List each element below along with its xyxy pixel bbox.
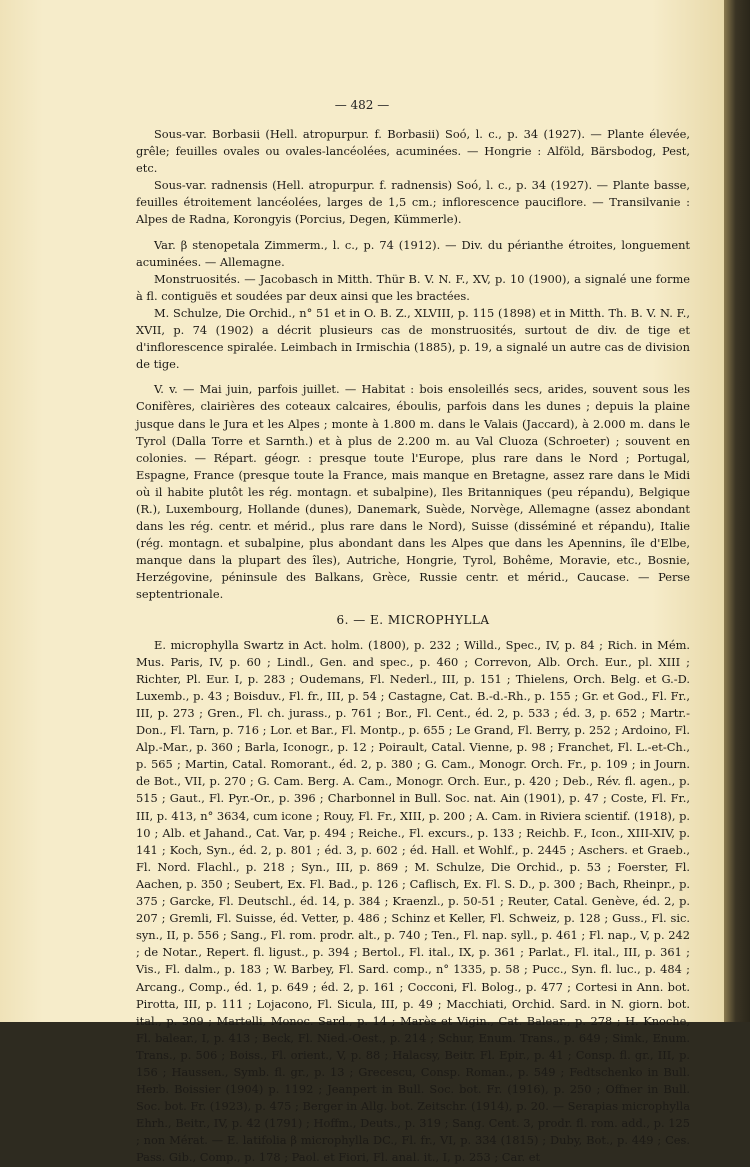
paragraph-gap [136,604,690,612]
text-body [136,126,690,1167]
paragraph: V. v. — Mai juin, parfois juillet. — Habitat : bois ensoleillés secs, arides, souvent sous les Conifères, clairières des coteaux calcaires, éboulis, parfois dans les dunes ; depuis la plaine jusque dans le Jura et les Alpes ; monte à 1.800 m. dans le Valais (Jaccard), à 2.000 m. dans le Tyrol (Dalla Torre et Sarnth.) et à plus de 2.200 m. au Val Cluoza (Schroeter) ; souvent en colonies. — Répart. géogr. : presque toute l'Europe, plus rare dans le Nord ; Portugal, Espagne, France (presque toute la France, mais manque en Bretagne, assez rare dans le Midi où il habite plutôt les rég. montagn. et subalpine), Iles Britanniques (peu répandu), Belgique (R.), Luxembourg, Hollande (dunes), Danemark, Suède, Norvège, Allemagne (assez abondant dans les rég. centr. et mérid., plus rare dans le Nord), Suisse (disséminé et répandu), Italie (rég. montagn. et subalpine, plus abondant dans les Alpes que dans les Apennins, île d'Elbe, manque dans la plupart des îles), Autriche, Hongrie, Tyrol, Bohême, Moravie, etc., Bosnie, Herzégovine, péninsule des Balkans, Grèce, Russie centr. et mérid., Caucase. — Perse septentrionale. [136,382,690,602]
paragraph: Sous-var. Borbasii (Hell. atropurpur. f. Borbasii) Soó, l. c., p. 34 (1927). — Plante élevée, grêle; feuilles ovales ou ovales-lancéolées, acuminées. — Hongrie : Alföld, Bärsbodog, Pest, etc. [136,127,690,176]
paragraph-gap [136,229,690,237]
paragraph: Monstruosités. — Jacobasch in Mitth. Thür B. V. N. F., XV, p. 10 (1900), a signalé une forme à fl. contiguës et soudées par deux ainsi que les bractées. [136,271,690,303]
section-heading: 6. — E. MICROPHYLLA [336,612,490,627]
page-number: — 482 — [334,98,390,112]
paragraph-gap [136,629,690,637]
paragraph: Var. β stenopetala Zimmerm., l. c., p. 74 (1912). — Div. du périanthe étroites, longuement acuminées. — Allemagne. [136,237,690,269]
paragraph: M. Schulze, Die Orchid., n° 51 et in O. B. Z., XLVIII, p. 115 (1898) et in Mitth. Th. B. V. N. F., XVII, p. 74 (1902) a décrit plusieurs cas de monstruosités, surtout de div. de tige et d'inflorescence spiralée. Leimbach in Irmischia (1885), p. 19, a signalé un autre cas de division de tige. [136,305,690,372]
paragraph: E. microphylla Swartz in Act. holm. (1800), p. 232 ; Willd., Spec., IV, p. 84 ; Rich. in Mém. Mus. Paris, IV, p. 60 ; Lindl., Gen. and spec., p. 460 ; Correvon, Alb. Orch. Eur., pl. XIII ; Richter, Pl. Eur. I, p. 283 ; Oudemans, Fl. Nederl., III, p. 151 ; Thielens, Orch. Belg. et G.-D. Luxemb., p. 43 ; Boisduv., Fl. fr., III, p. 54 ; Castagne, Cat. B.-d.-Rh., p. 155 ; Gr. et God., Fl. Fr., III, p. 273 ; Gren., Fl. ch. jurass., p. 761 ; Bor., Fl. Cent., éd. 2, p. 533 ; éd. 3, p. 652 ; Martr.-Don., Fl. Tarn, p. 716 ; Lor. et Bar., Fl. Montp., p. 655 ; Le Grand, Fl. Berry, p. 252 ; Ardoino, Fl. Alp.-Mar., p. 360 ; Barla, Iconogr., p. 12 ; Poirault, Catal. Vienne, p. 98 ; Franchet, Fl. L.-et-Ch., p. 565 ; Martin, Catal. Romorant., éd. 2, p. 380 ; G. Cam., Monogr. Orch. Fr., p. 109 ; in Journ. de Bot., VII, p. 270 ; G. Cam. Berg. A. Cam., Monogr. Orch. Eur., p. 420 ; Deb., Rév. fl. agen., p. 515 ; Gaut., Fl. Pyr.-Or., p. 396 ; Charbonnel in Bull. Soc. nat. Ain (1901), p. 47 ; Coste, Fl. Fr., III, p. 413, n° 3634, cum icone ; Rouy, Fl. Fr., XIII, p. 200 ; A. Cam. in Riviera scientif. (1918), p. 10 ; Alb. et Jahand., Cat. Var, p. 494 ; Reiche., Fl. excurs., p. 133 ; Reichb. F., Icon., XIII-XIV, p. 141 ; Koch, Syn., éd. 2, p. 801 ; éd. 3, p. 602 ; éd. Hall. et Wohlf., p. 2445 ; Aschers. et Graeb., Fl. Nord. Flachl., p. 218 ; Syn., III, p. 869 ; M. Schulze, Die Orchid., p. 53 ; Foerster, Fl. Aachen, p. 350 ; Seubert, Ex. Fl. Bad., p. 126 ; Caflisch, Ex. Fl. S. D., p. 300 ; Bach, Rheinpr., p. 375 ; Garcke, Fl. Deutschl., éd. 14, p. 384 ; Kraenzl., p. 50-51 ; Reuter, Catal. Genève, éd. 2, p. 207 ; Gremli, Fl. Suisse, éd. Vetter, p. 486 ; Schinz et Keller, Fl. Schweiz, p. 128 ; Guss., Fl. sic. syn., II, p. 556 ; Sang., Fl. rom. prodr. alt., p. 740 ; Ten., Fl. nap. syll., p. 461 ; Fl. nap., V, p. 242 ; de Notar., Repert. fl. ligust., p. 394 ; Bertol., Fl. ital., IX, p. 361 ; Parlat., Fl. ital., III, p. 361 ; Vis., Fl. dalm., p. 183 ; W. Barbey, Fl. Sard. comp., n° 1335, p. 58 ; Pucc., Syn. fl. luc., p. 484 ; Arcang., Comp., éd. 1, p. 649 ; éd. 2, p. 161 ; Cocconi, Fl. Bolog., p. 477 ; Cortesi in Ann. bot. Pirotta, III, p. 111 ; Lojacono, Fl. Sicula, III, p. 49 ; Macchiati, Orchid. Sard. in N. giorn. bot. ital., p. 309 ; Martelli, Monoc. Sard., p. 14 ; Marès et Vigin., Cat. Balear., p. 278 ; H. Knoche, Fl. balear., I, p. 413 ; Beck, Fl. Nied.-Oest., p. 214 ; Schur, Enum. Trans., p. 649 ; Simk., Enum. Trans., p. 506 ; Boiss., Fl. orient., V, p. 88 ; Halacsy, Beitr. Fl. Epir., p. 41 ; Consp. fl. gr., III, p. 156 ; Haussen., Symb. fl. gr., p. 13 ; Grecescu, Consp. Roman., p. 549 ; Fedtschenko in Bull. Herb. Boissier (1904) p. 1192 ; Jeanpert in Bull. Soc. bot. Fr. (1916), p. 250 ; Offner in Bull. Soc. bot. Fr. (1923), p. 475 ; Berger in Allg. bot. Zeitschr. (1914), p. 20. — Serapias microphylla Ehrh., Beitr., IV, p. 42 (1791) ; Hoffm., Deuts., p. 319 ; Sang. Cent. 3, prodr. fl. rom. add., p. 125 ; non Mérat. — E. latifolia β microphylla DC., Fl. fr., VI, p. 334 (1815) ; Duby, Bot., p. 449 ; Ces. Pass. Gib., Comp., p. 178 ; Paol. et Fiori, Fl. anal. it., I, p. 253 ; Car. et [136,637,690,1165]
paragraph-gap [136,373,690,381]
paragraph: Sous-var. radnensis (Hell. atropurpur. f. radnensis) Soó, l. c., p. 34 (1927). — Plante basse, feuilles étroitement lancéolées, larges de 1,5 cm.; inflorescence pauciflore. — Transilvanie : Alpes de Radna, Korongyis (Porcius, Degen, Kümmerle). [136,178,690,227]
book-binding [724,0,750,1022]
